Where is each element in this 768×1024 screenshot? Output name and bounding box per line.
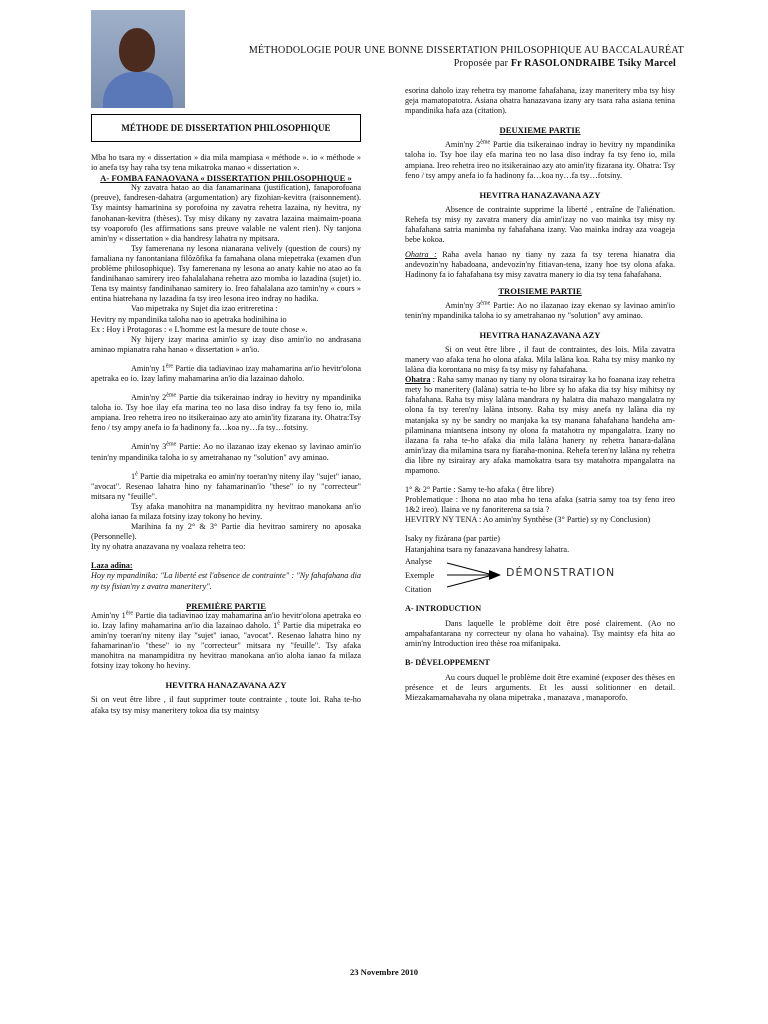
paragraph: Si on veut être libre , il faut de contraintes, des lois. Mila zavatra manery vao afaka tena ho olona afaka. Mila lalàna koa. Raha tsy misy manko ny lalàna dia korontana no misy fa tsy misy ny fahafahana. bbox=[405, 344, 675, 375]
left-column bbox=[91, 153, 361, 716]
text: Amin'ny 1 bbox=[131, 363, 166, 373]
ohatra-label: Ohatra bbox=[405, 375, 431, 385]
demonstration-diagram bbox=[405, 557, 675, 599]
photo-face bbox=[119, 28, 155, 72]
text: Partie dia tadiavinao izay mahamarina an'io hevitr'olona apetraka eo io. Izay lafiny mahamarina an'io dia lazainao daholo. bbox=[91, 363, 361, 383]
page-header-author bbox=[300, 58, 676, 69]
paragraph bbox=[91, 393, 361, 433]
text: Amin'ny 2 bbox=[445, 140, 481, 150]
document-title-box bbox=[91, 114, 361, 142]
paragraph: Tsy famerenana ny lesona nianarana velively (question de cours) ny famaliana ny fanontaniana filôzôfika fa famahana olana miepetraka (examen d'un problème philosophique). Tsy famerenana ny lesona ao anaty kahie no atao ao fa fandinihanao samirery ireo fahalalahana rehetra azo momba io lazadina (sujet) io. Tena tsy maintsy fandinihanao samirery io. Ireo fahalalana azo tamin'ny « cours » entina hiatrehana ny lazadina fa tsy ireo lesona ireo indray no hadika. bbox=[91, 243, 361, 304]
hevitra-heading: HEVITRA HANAZAVANA AZY bbox=[165, 680, 287, 691]
paragraph bbox=[91, 472, 361, 502]
paragraph bbox=[405, 140, 675, 180]
text: Partie dia mipetraka eo amin'ny toeran'ny niteny ilay "sujet" ianao, "avocat". Resenao lahatra hino ny fahamarinan'io "these" io ny "correcteur" mitsara ny "feuille". bbox=[91, 471, 361, 501]
sup: ème bbox=[166, 392, 177, 399]
author-name: Fr RASOLONDRAIBE Tsiky Marcel bbox=[510, 58, 676, 69]
paragraph bbox=[91, 442, 361, 462]
troisieme-partie-heading bbox=[405, 286, 675, 296]
text: Partie dia tsikerainao indray io hevitry ny mpandinika taloha io. Tsy hoe ilay efa marina teo no lasa diso indray fa tsy feno io, mila ampiana. Ireo rehetra ireo no itsikerainao azy ato amin'ity fizarana ity. Ohatra: Tsy feno / tsy ampy anefa io fa hadinony fa…koa ny…fa tsy…fotsiny. bbox=[405, 140, 676, 180]
paragraph: Absence de contrainte supprime la liberté , entraîne de l'aliénation. Rehefa tsy misy ny zavatra manery dia amin'izay no vao mainka tsy misy ny fahafahana satria manimba ny fahafahana izany. Vao mainka indray aza voageja bebe kokoa. bbox=[405, 204, 675, 245]
laza-adina-quote: Hoy ny mpandinika: "La liberté est l'absence de contrainte" : "Ny fahafahana dia ny tsy fisian'ny z avatra maneritery". bbox=[91, 571, 361, 591]
sup: ème bbox=[166, 441, 177, 448]
laza-adina-label: Laza adina: bbox=[91, 561, 133, 571]
paragraph: Vao mipetraka ny Sujet dia izao eritreretina : bbox=[131, 304, 278, 314]
author-photo bbox=[91, 10, 185, 108]
exemple-label: Exemple bbox=[405, 570, 435, 580]
page-header-title: MÉTHODOLOGIE POUR UNE BONNE DISSERTATION PHILOSOPHIQUE AU BACCALAURÉAT bbox=[248, 45, 684, 56]
text: Amin'ny 3 bbox=[131, 442, 167, 452]
analyse-label: Analyse bbox=[405, 556, 432, 566]
paragraph: esorina daholo izay rehetra tsy manome fahafahana, izay maneritery mba tsy hisy geja mamatopatotra. Asiana ohatra hanazavana izany ary tsara raha asiana tenina mpandinika hafa aza (citation). bbox=[405, 86, 675, 116]
sup: è bbox=[277, 620, 280, 627]
paragraph bbox=[91, 364, 361, 384]
text: Partie dia tsikerainao indray io hevitry ny mpandinika taloha io. Tsy hoe ilay efa marina teo no lasa diso indray fa tsy feno io, mila ampiana. Ireo rehetra ireo no itsikerainao azy ato amin'ity fizarana ity. Ohatra:Tsy feno / tsy ampy anefa io fa hadinony fa…koa ny…fa tsy…fotsiny. bbox=[91, 393, 362, 433]
demonstration-word: DÉMONSTRATION bbox=[506, 565, 616, 579]
text: : Raha samy manao ny tiany ny olona tsirairay ka ho foanana izay rehetra mety ho maneritery (lalàna) satria te-ho libre sy ho afaka dia tsy hisy mihitsy ny fahafahana. Raha tsy misy lalàna mandrara ny halatra dia mahazo mangalatra ny olona fa tsy teren'ny lalàna intsony. Raha tsy misy anefa ny lalàna dia ny matanjaka sy ny be sandry no manjaka ka tsy manana fahafahana handeha am-pilaminana miantsena intsony ny olona fa matahotra ny mpangalatra. Izany no ilazana fa raha te-ho afaka dia mila lalàna hanery ny rehetra hanara-dalàna amin'izay dia milamina tsara ny fiaraha-monina. Rehefa teren'ny lalàna ny rehetra dia libre ny tsirairay ary afaka mamokatra tsara tsy matahotra mpangalatra na mpamono. bbox=[405, 375, 675, 475]
text: Amin'ny 2 bbox=[131, 393, 167, 403]
paragraph: Hatanjahina tsara ny fanazavana handresy lahatra. bbox=[405, 544, 570, 554]
sup: ère bbox=[165, 363, 174, 370]
developpement-heading: B- DÉVELOPPEMENT bbox=[405, 658, 490, 668]
paragraph bbox=[91, 611, 361, 672]
paragraph: Ity ny ohatra anazavana ny voalaza rehetra teo: bbox=[91, 542, 246, 552]
text: Partie: Ao no ilazanao izay ekenao sy lavinao amin'io tenin'ny mpandinika taloha io sy ametrahanao ny "solution" avy aminao. bbox=[405, 300, 676, 320]
heading-text: PREMIÈRE PARTIE bbox=[186, 600, 266, 611]
paragraph bbox=[405, 301, 675, 321]
document-title: MÉTHODE DE DISSERTATION PHILOSOPHIQUE bbox=[121, 123, 331, 133]
intro-paragraph: Mba ho tsara ny « dissertation » dia mila mampiasa « méthode ». io « méthode » io anefa tsy hay raha tsy tena mikatroka manao « dissertation ». bbox=[91, 153, 361, 173]
photo-shirt bbox=[103, 72, 173, 108]
text: Partie dia tadiavinao izay mahamarina an'io hevitr'olona apetraka eo io. Izay lafiny mahamarina an'io dia lazainao daholo. 1 bbox=[91, 610, 362, 630]
hevitra-heading: HEVITRA HANAZAVANA AZY bbox=[479, 329, 601, 340]
introduction-heading: A- INTRODUCTION bbox=[405, 603, 482, 613]
paragraph: Hevitry ny mpandinika taloha nao io apetraka hodinihina io bbox=[91, 314, 287, 324]
paragraph: Dans laquelle le problème doit être posé clairement. (Ao no ampahafantarana ny correcteur ny olana ho vahaina). Tsy maintsy efa hita ao amin'ny Introduction ireo thèse roa mifanipaka. bbox=[405, 618, 675, 648]
deuxieme-partie-heading bbox=[405, 125, 675, 135]
text: Amin'ny 3 bbox=[445, 300, 481, 310]
proposed-by-label: Proposée par bbox=[453, 58, 509, 69]
example-quote: Ex : Hoy i Protagoras : « L'homme est la mesure de toute chose ». bbox=[91, 324, 308, 334]
ohatra-label: Ohatra : bbox=[405, 250, 437, 260]
paragraph: Isaky ny fizàrana (par partie) bbox=[405, 534, 501, 544]
paragraph: Au cours duquel le problème doit être examiné (exposer des thèses en présence et de leurs arguments. Et les aussi solitionner en detail. Miezakamamahavaha ny olana mipetraka , manazava , manaporofo. bbox=[405, 673, 675, 703]
sup: ème bbox=[480, 139, 491, 146]
footer-date: 23 Novembre 2010 bbox=[349, 967, 419, 977]
paragraph bbox=[405, 375, 675, 476]
converging-arrows-icon bbox=[445, 561, 505, 591]
section-a-heading bbox=[91, 173, 361, 183]
text: 1 bbox=[131, 471, 136, 481]
hevitra-heading: HEVITRA HANAZAVANA AZY bbox=[479, 189, 601, 200]
paragraph: Marihina fa ny 2° & 3° Partie dia hevitrao samirery no aposaka (Personnelle). bbox=[91, 522, 361, 542]
sup: ère bbox=[125, 610, 134, 617]
paragraph: Ny zavatra hatao ao dia fanamarinana (justification), fanaporofoana (preuve), fandresen-dahatra (argumentation) ary fizohian-kevitra (raisonnement). Tsy maintsy hamarinina sy porofoina ny zavatra rehetra lazaina, ny hevitra, ny fanohanan-kevitra (thèses). Tsy misy dikany ny zavatra lazaina maimaim-poana tsy voaporofo (les affirmations sans preuve valable ne valent rien). Ny tanjona amin'ny « dissertation » dia handresy lahatra ny mpitsara. bbox=[91, 183, 361, 243]
text: Partie: Ao no ilazanao izay ekenao sy lavinao amin'io tenin'ny mpandinika taloha io sy ametrahanao ny "solution" avy aminao. bbox=[91, 442, 362, 462]
text: Raha avela hanao ny tiany ny zaza fa tsy terena hianatra dia andevozin'ny habadoana, andevozin'ny fitiavan-tena, izany hoe tsy olona afaka. Hadinony fa io fahafahana tsy misy zavatra manery io dia tsy tena fahafahana. bbox=[405, 250, 675, 280]
paragraph: HEVITRY NY TENA : Ao amin'ny Synthèse (3° Partie) sy ny Conclusion) bbox=[405, 515, 651, 525]
heading-text: TROISIEME PARTIE bbox=[498, 285, 582, 296]
citation-label: Citation bbox=[405, 584, 432, 594]
paragraph: Problematique : Ihona no atao mba ho tena afaka (satria samy toa tsy feno ireo 1&2 ireo). Ilaina ve ny fanoriterena sa tsia ? bbox=[405, 495, 675, 515]
paragraph: Ny hijery izay marina amin'io sy izay diso amin'io no andrasana aminao mpianatra raha hanao « dissertation » an'io. bbox=[91, 334, 361, 354]
sup: è bbox=[135, 470, 138, 477]
sup: ème bbox=[480, 299, 491, 306]
paragraph bbox=[405, 250, 675, 280]
section-a-heading-text: A- FOMBA FANAOVANA « DISSERTATION PHILOSOPHIQUE » bbox=[100, 173, 352, 184]
paragraph: 1° & 2° Partie : Samy te-ho afaka ( être libre) bbox=[405, 485, 554, 495]
paragraph: Tsy afaka manohitra na manampiditra ny hevitrao manokana an'io aloha ianao fa milaza fotsiny izay tokony ho heviny. bbox=[91, 501, 361, 521]
right-column bbox=[405, 86, 675, 703]
heading-text: DEUXIEME PARTIE bbox=[499, 125, 581, 136]
text: Partie dia mipetraka eo amin'ny toeran'ny niteny ilay "sujet" ianao, "avocat". Resenao lahatra hino ny fahamarinan'io "these" io ny "correcteur" mitsara ny "feuille". Tsy afaka manohitra na manampiditra ny hevitrao manokana an'io aloha ianao fa milaza fotsiny izay tokony ho heviny. bbox=[91, 620, 362, 671]
paragraph: Si on veut être libre , il faut supprimer toute contrainte , toute loi. Raha te-ho afaka tsy tsy misy maneritery tokoa dia tsy maintsy bbox=[91, 695, 361, 715]
text: Amin'ny 1 bbox=[91, 610, 126, 620]
